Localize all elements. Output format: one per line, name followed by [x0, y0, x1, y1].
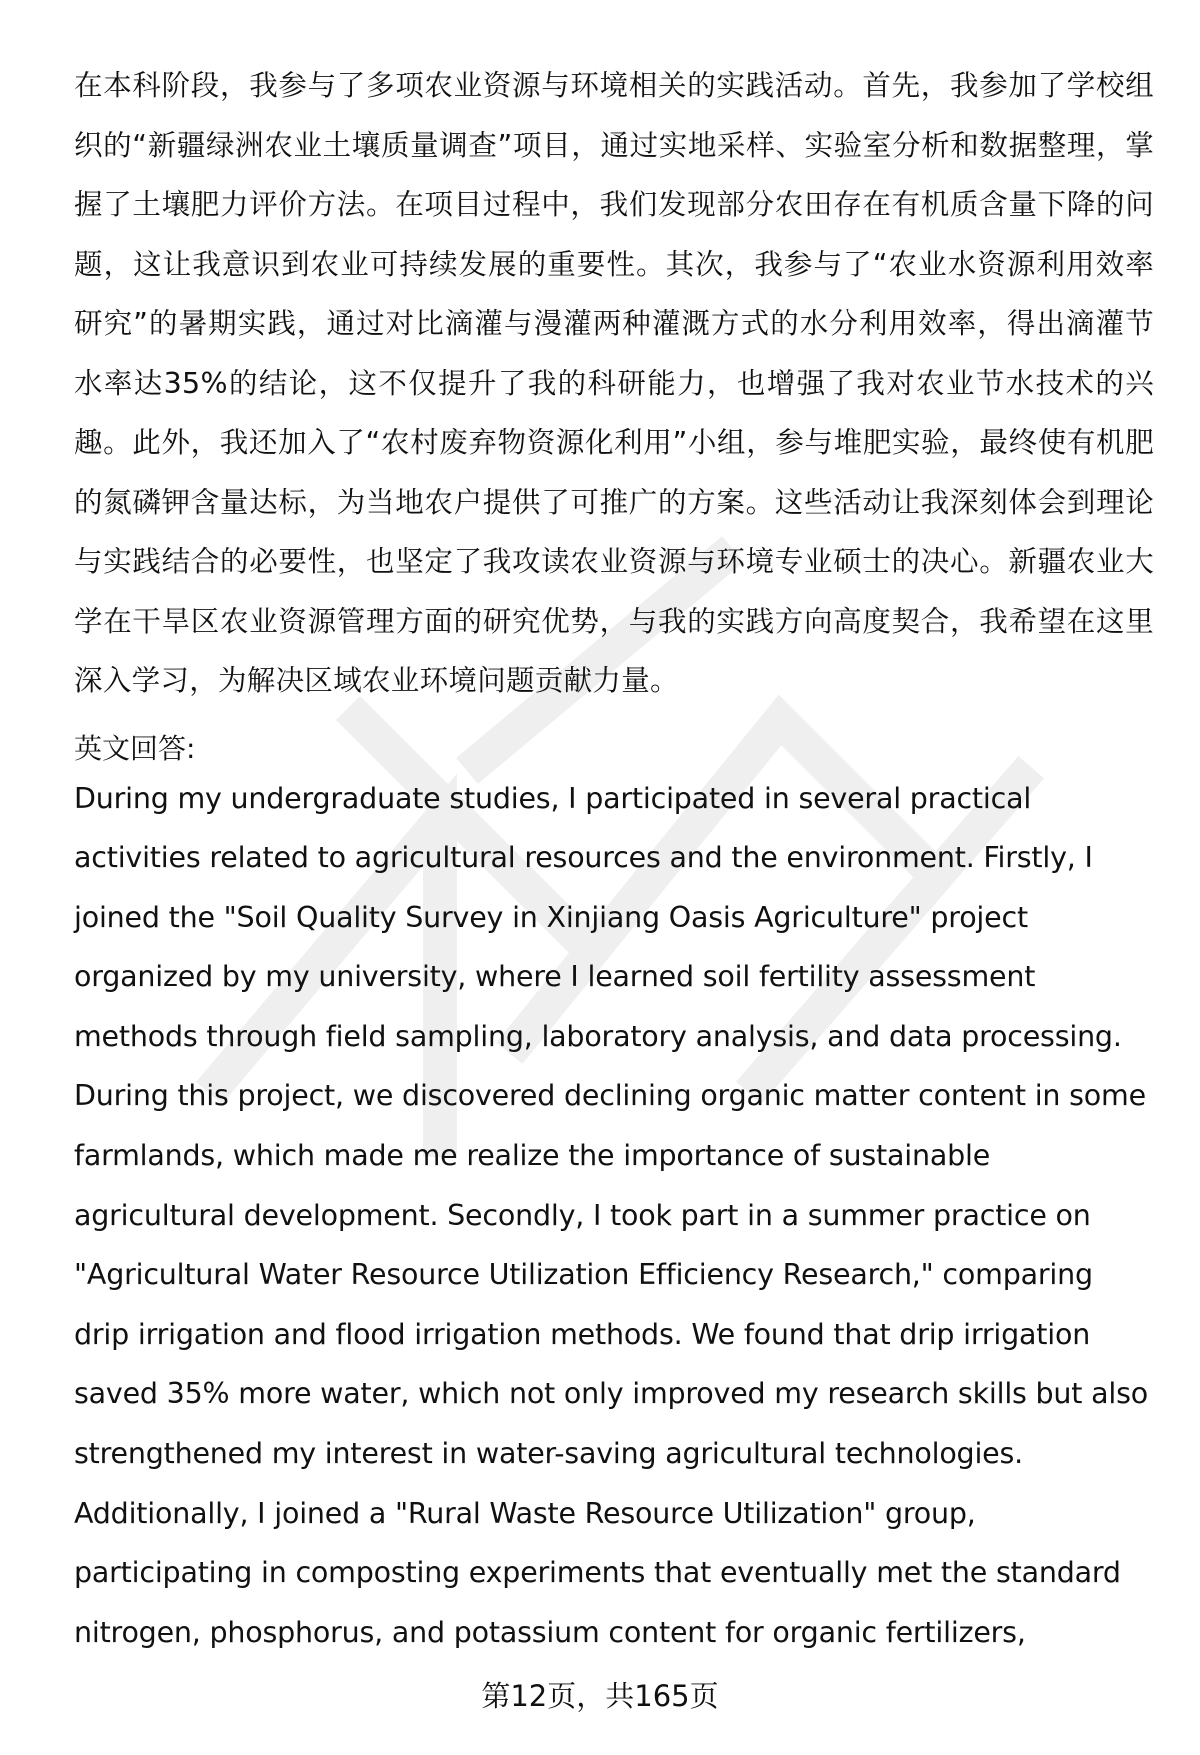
english-answer-paragraph: During my undergraduate studies, I participated in several practical activities related to agricultural resources and the environment. Firstly, I joined the "Soil Quality Survey in Xinjiang Oasis Agriculture" project organized by my university, where I learned soil fertility assessment methods through field sampling, laboratory analysis, and data processing. During this project, we discovered declining organic matter content in some farmlands, which made me realize the importance of sustainable agricultural development. Secondly, I took part in a summer practice on "Agricultural Water Resource Utilization Efficiency Research," comparing drip irrigation and flood irrigation methods. We found that drip irrigation saved 35% more water, which not only improved my research skills but also strengthened my interest in water-saving agricultural technologies. Additionally, I joined a "Rural Waste Resource Utilization" group, participating in composting experiments that eventually met the standard nitrogen, phosphorus, and potassium content for organic fertilizers,: [74, 781, 1148, 1649]
chinese-answer-paragraph: 在本科阶段，我参与了多项农业资源与环境相关的实践活动。首先，我参加了学校组织的“新疆绿洲农业土壤质量调查”项目，通过实地采样、实验室分析和数据整理，掌握了土壤肥力评价方法。在项目过程中，我们发现部分农田存在有机质含量下降的问题，这让我意识到农业可持续发展的重要性。其次，我参与了“农业水资源利用效率研究”的暑期实践，通过对比滴灌与漫灌两种灌溉方式的水分利用效率，得出滴灌节水率达35%的结论，这不仅提升了我的科研能力，也增强了我对农业节水技术的兴趣。此外，我还加入了“农村废弃物资源化利用”小组，参与堆肥实验，最终使有机肥的氮磷钾含量达标，为当地农户提供了可推广的方案。这些活动让我深刻体会到理论与实践结合的必要性，也坚定了我攻读农业资源与环境专业硕士的决心。新疆农业大学在干旱区农业资源管理方面的研究优势，与我的实践方向高度契合，我希望在这里深入学习，为解决区域农业环境问题贡献力量。: [74, 69, 1154, 697]
page-number-footer: 第12页，共165页: [481, 1679, 719, 1713]
english-answer-label: 英文回答:: [74, 731, 196, 765]
main-content: [74, 56, 1154, 1662]
